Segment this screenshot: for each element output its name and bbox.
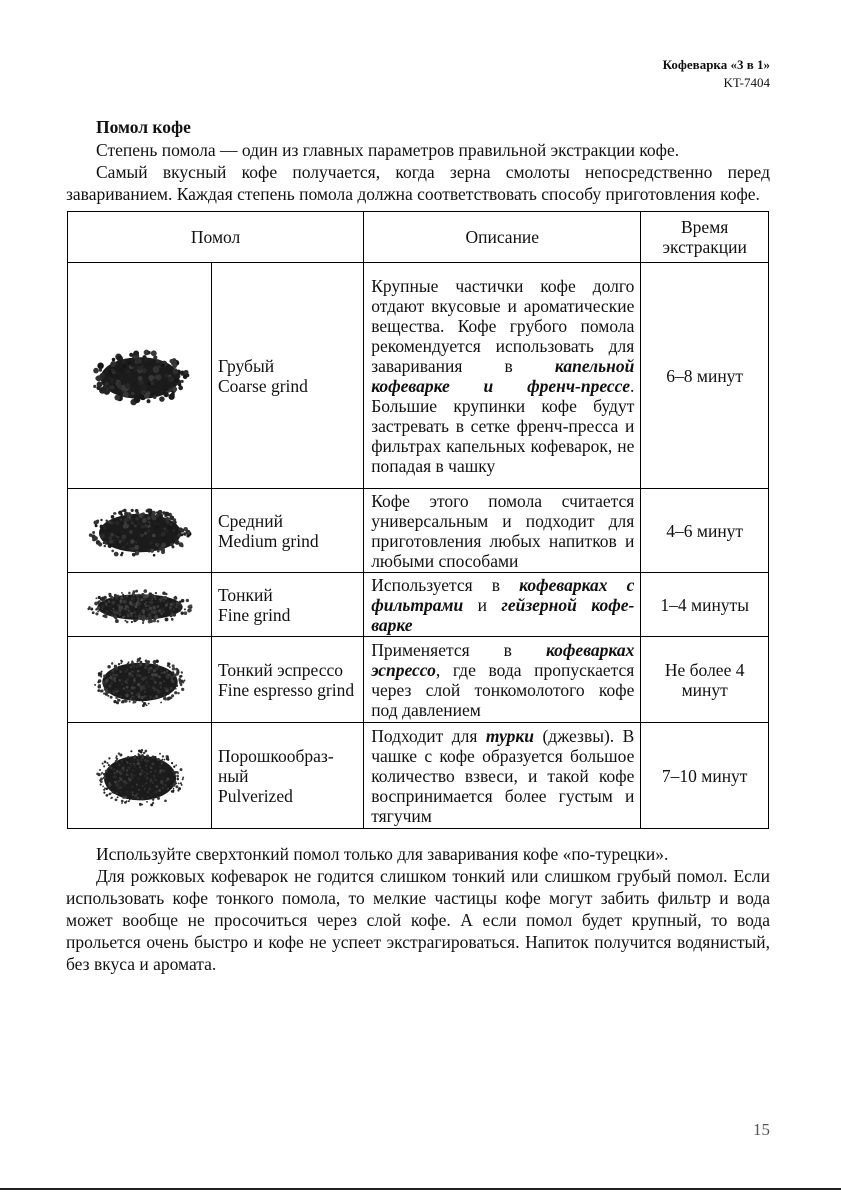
page-number: 15 [753, 1120, 770, 1139]
description-text: , где вода пропускается через слой тонкомолотого кофе под давлением [371, 659, 635, 720]
description-text: (джезвы). В чашке с кофе образуется большое количество взвеси, и такой кофе воспринимается более густым и тягучим [371, 725, 635, 826]
grind-name-cell [212, 263, 364, 489]
grind-name-ru: Грубый [218, 355, 275, 376]
grind-image-cell [68, 489, 212, 573]
page-content [66, 116, 770, 975]
grind-name-en: Pulverized [218, 785, 293, 806]
grind-name-en: Coarse grind [218, 375, 308, 396]
grind-name-en: Fine grind [218, 604, 291, 625]
header-grind: Помол [68, 212, 364, 263]
description-text: Кофе этого помола считается универсальным и подходит для приготовления любых напитков и любыми способами [371, 490, 635, 571]
header-time: Время экстракции [641, 212, 769, 263]
grind-description-cell [364, 489, 641, 573]
grind-table [67, 211, 769, 829]
grind-name-ru: Тонкий эспрессо [218, 659, 343, 680]
grind-name-ru: Порошкообразный [218, 745, 334, 786]
coffee-grounds-heap-illustration [88, 648, 192, 712]
table-row [68, 489, 769, 573]
extraction-time-cell: 6–8 минут [641, 263, 769, 489]
intro-paragraph: Самый вкусный кофе получается, когда зерна смолоты непосредственно перед завариванием. Каждая степень помола должна соответствовать способу приготовления кофе. [66, 162, 770, 204]
intro-paragraph: Степень помола — один из главных параметров правильной экстракции кофе. [96, 140, 680, 160]
table-row [68, 637, 769, 723]
grind-description-cell [364, 637, 641, 723]
extraction-time-cell: Не более 4 минут [641, 637, 769, 723]
model-name: Кофеварка «3 в 1» [662, 57, 770, 72]
grind-name-en: Medium grind [218, 530, 319, 551]
description-emphasis: капельной кофеварке и френч-прессе [371, 355, 635, 396]
page-header [663, 56, 770, 92]
description-text: Применяется в [371, 639, 546, 660]
description-text: . Большие крупинки кофе будут застревать в сетке френч-пресса и фильтрах капельных кофеварок, не попадая в чашку [371, 375, 635, 476]
description-text: Крупные частички кофе долго отдают вкусовые и ароматические вещества. Кофе грубого помола рекомендуется использовать для заваривания в [371, 275, 635, 376]
grind-description-cell [364, 573, 641, 637]
grind-name-ru: Тонкий [218, 584, 273, 605]
grind-name-cell [212, 723, 364, 829]
grind-description-cell [364, 263, 641, 489]
extraction-time-cell: 7–10 минут [641, 723, 769, 829]
description-emphasis: турки [485, 725, 534, 746]
extraction-time-cell: 4–6 минут [641, 489, 769, 573]
coffee-grounds-heap-illustration [84, 582, 196, 628]
grind-image-cell [68, 573, 212, 637]
outro-paragraph: Для рожковых кофеварок не годится слишком тонкий или слишком грубый помол. Если использовать кофе тонкого помола, то мелкие частицы кофе могут забить фильтр и вода может вообще не просочиться через слой кофе. А если помол будет крупный, то вода прольется очень быстро и кофе не успеет экстрагироваться. Напиток получится водянистый, без вкуса и аромата. [66, 866, 770, 974]
table-row [68, 263, 769, 489]
description-text: Подходит для [371, 725, 486, 746]
table-row [68, 573, 769, 637]
grind-image-cell [68, 723, 212, 829]
grind-image-cell [68, 637, 212, 723]
description-text: Используется в [371, 574, 520, 595]
table-row [68, 723, 769, 829]
grind-name-cell [212, 637, 364, 723]
header-description: Описание [364, 212, 641, 263]
description-emphasis: кофеварках с фильтрами [371, 574, 635, 615]
description-emphasis: кофеварках эспрессо [371, 639, 635, 680]
model-code: KT-7404 [723, 75, 770, 90]
grind-name-en: Fine espresso grind [218, 679, 355, 700]
grind-name-ru: Средний [218, 510, 283, 531]
section-title: Помол кофе [96, 117, 191, 137]
coffee-grounds-heap-illustration [91, 740, 189, 812]
extraction-time-cell: 1–4 минуты [641, 573, 769, 637]
grind-name-cell [212, 489, 364, 573]
description-emphasis: гейзерной кофеварке [371, 594, 635, 635]
grind-image-cell [68, 263, 212, 489]
coffee-grounds-heap-illustration [85, 499, 195, 563]
bottom-rule [0, 1188, 841, 1190]
coffee-grounds-heap-illustration [88, 343, 192, 409]
description-text: и [463, 594, 502, 615]
grind-description-cell [364, 723, 641, 829]
outro-paragraph: Используйте сверхтонкий помол только для заваривания кофе «по-турецки». [96, 844, 669, 864]
table-header-row [68, 212, 769, 263]
grind-name-cell [212, 573, 364, 637]
